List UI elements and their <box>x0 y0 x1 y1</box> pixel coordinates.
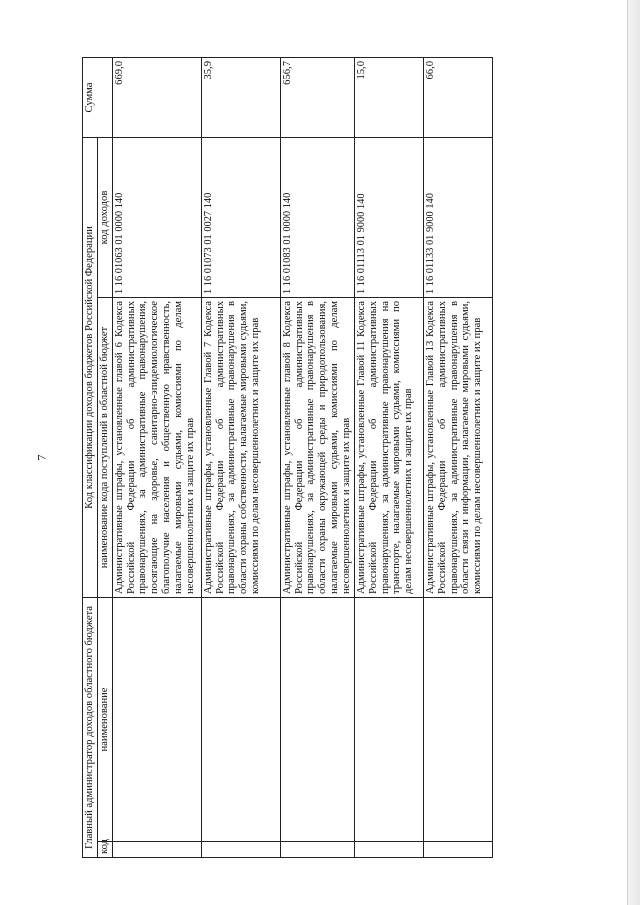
income-code: 1 16 01083 01 0000 140 <box>280 137 354 297</box>
table-row <box>280 57 354 857</box>
admin-code-cell <box>112 842 201 858</box>
admin-name-cell <box>423 598 492 842</box>
income-code: 1 16 01113 01 9000 140 <box>354 137 423 297</box>
amount-cell: 35,9 <box>201 57 280 137</box>
table-header-row <box>83 57 98 857</box>
header-amount: Сумма <box>83 57 113 137</box>
amount-cell: 669,0 <box>112 57 201 137</box>
income-description: Административные штрафы, установленные Главой 7 Кодекса Российской Федерации об административных правонарушениях, за административные правонарушения в области охраны собственности, налагаемые мировыми судьями, комиссиями по делам несовершеннолетних и защите их прав <box>201 298 280 598</box>
table-row <box>201 57 280 857</box>
admin-name-cell <box>354 598 423 842</box>
table-row <box>354 57 423 857</box>
header-admin-code: код <box>97 842 112 858</box>
amount-cell: 66,0 <box>423 57 492 137</box>
income-description: Административные штрафы, установленные главой 8 Кодекса Российской Федерации об административных правонарушениях, за административные правонарушения в области охраны окружающей среды и природопользования, налагаемые мировыми судьями, комиссиями по делам несовершеннолетних и защите их прав <box>280 298 354 598</box>
income-code: 1 16 01063 01 0000 140 <box>112 137 201 297</box>
table-row <box>423 57 492 857</box>
amount-cell: 656,7 <box>280 57 354 137</box>
header-admin-group: Главный администратор доходов областного бюджета <box>83 598 98 858</box>
income-table <box>82 57 493 858</box>
admin-code-cell <box>280 842 354 858</box>
rotated-page <box>82 58 532 858</box>
table-row <box>112 57 201 857</box>
admin-name-cell <box>201 598 280 842</box>
admin-code-cell <box>201 842 280 858</box>
table-subheader-row <box>97 57 112 857</box>
amount-cell: 15,0 <box>354 57 423 137</box>
income-description: Административные штрафы, установленные главой 6 Кодекса Российской Федерации об административных правонарушениях, за административные правонарушения, посягающие на здоровье, санитарно-эпидемиологическое благополучие населения и общественную нравственность, налагаемые мировыми судьями, комиссиями по делам несовершеннолетних и защите их прав <box>112 298 201 598</box>
income-code: 1 16 01073 01 0027 140 <box>201 137 280 297</box>
admin-name-cell <box>112 598 201 842</box>
admin-name-cell <box>280 598 354 842</box>
header-admin-name: наименование <box>97 598 112 842</box>
page-number: 7 <box>34 454 49 461</box>
header-income-name: наименование кода поступлений в областной бюджет <box>97 298 112 598</box>
header-income-code: код доходов <box>97 137 112 297</box>
scan-page-edge <box>627 0 640 905</box>
income-description: Административные штрафы, установленные Главой 11 Кодекса Российской Федерации об административных правонарушениях, за административные правонарушения на транспорте, налагаемые мировыми судьями, комиссиями по делам несовершеннолетних и защите их прав <box>354 298 423 598</box>
header-classification-group: Код классификации доходов бюджетов Российской Федерации <box>83 137 98 597</box>
income-code: 1 16 01133 01 9000 140 <box>423 137 492 297</box>
income-description: Административные штрафы, установленные Главой 13 Кодекса Российской Федерации об административных правонарушениях, за административные правонарушения в области связи и информации, налагаемые мировыми судьями, комиссиями по делам несовершеннолетних и защите их прав <box>423 298 492 598</box>
admin-code-cell <box>354 842 423 858</box>
admin-code-cell <box>423 842 492 858</box>
